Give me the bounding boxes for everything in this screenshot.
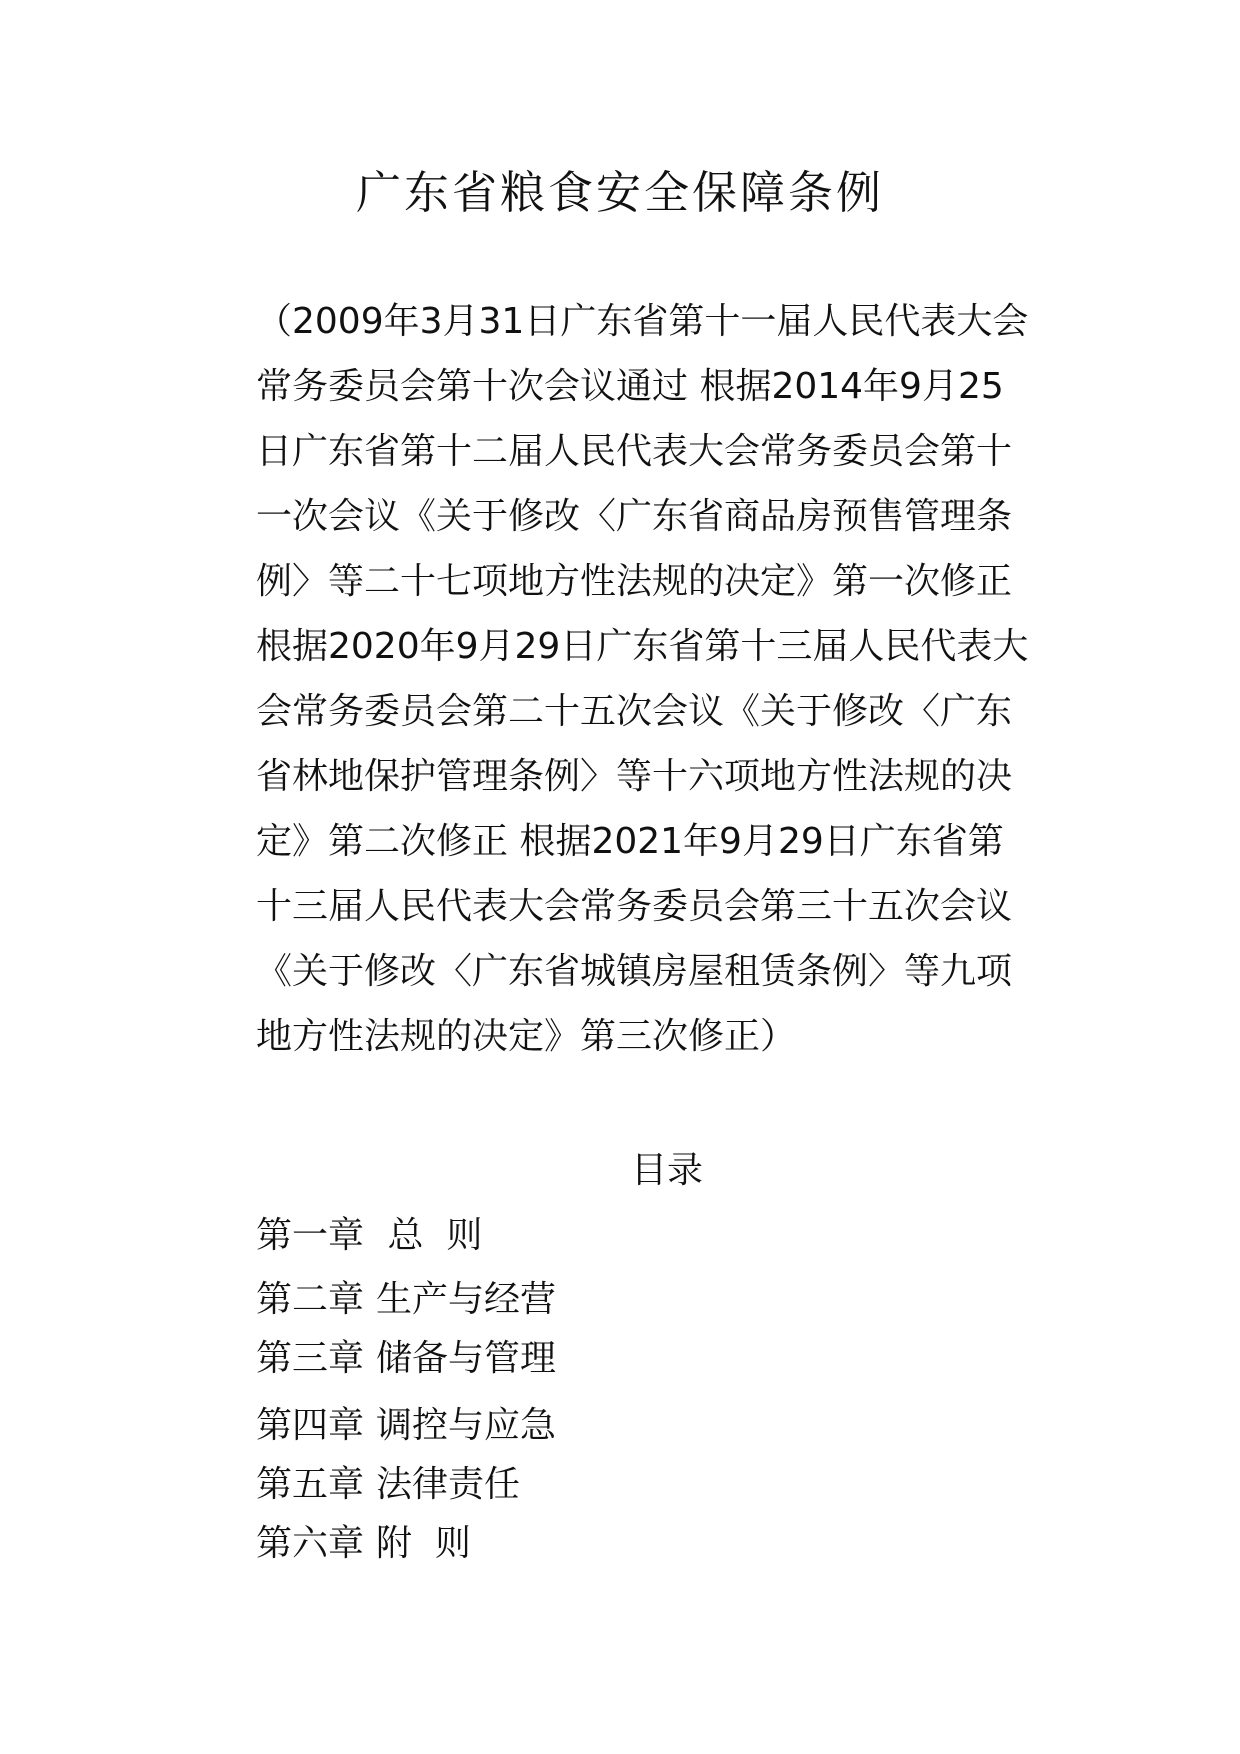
chapter-title: 生产与经营 (376, 1279, 557, 1320)
preamble-line: 日广东省第十二届人民代表大会常务委员会第十 (256, 431, 1013, 472)
chapter-number: 第五章 (256, 1464, 365, 1505)
chapter-title: 调控与应急 (376, 1405, 557, 1446)
chapter-title: 总 则 (376, 1215, 483, 1256)
chapter-number: 第四章 (256, 1405, 365, 1446)
toc-item-chapter-2 (256, 1272, 556, 1328)
preamble-line: 例〉等二十七项地方性法规的决定》第一次修正 (256, 561, 1013, 602)
toc-item-chapter-3 (256, 1331, 556, 1387)
chapter-title: 附 则 (376, 1523, 471, 1564)
toc-item-chapter-4 (256, 1398, 556, 1454)
preamble-line: 定》第二次修正 根据2021年9月29日广东省第 (256, 821, 1004, 862)
toc-item-chapter-6 (256, 1516, 471, 1572)
preamble-line: 十三届人民代表大会常务委员会第三十五次会议 (256, 886, 1013, 927)
chapter-number: 第三章 (256, 1338, 365, 1379)
preamble-line: 一次会议《关于修改〈广东省商品房预售管理条 (256, 496, 1013, 537)
document-title: 广东省粮食安全保障条例 (355, 166, 884, 219)
chapter-number: 第六章 (256, 1523, 365, 1564)
preamble-line: 根据2020年9月29日广东省第十三届人民代表大 (256, 626, 1029, 667)
preamble-paragraph (256, 294, 1029, 1074)
chapter-number: 第二章 (256, 1279, 365, 1320)
preamble-line: 会常务委员会第二十五次会议《关于修改〈广东 (256, 691, 1013, 732)
toc-heading: 目录 (630, 1150, 703, 1191)
preamble-line: 常务委员会第十次会议通过 根据2014年9月25 (256, 366, 1004, 407)
toc-item-chapter-1 (256, 1208, 482, 1264)
chapter-number: 第一章 (256, 1215, 365, 1256)
preamble-line: 《关于修改〈广东省城镇房屋租赁条例〉等九项 (256, 951, 1013, 992)
preamble-line: （2009年3月31日广东省第十一届人民代表大会 (256, 301, 1029, 342)
chapter-title: 法律责任 (376, 1464, 521, 1505)
preamble-line: 省林地保护管理条例〉等十六项地方性法规的决 (256, 756, 1013, 797)
toc-item-chapter-5 (256, 1457, 520, 1513)
preamble-line: 地方性法规的决定》第三次修正） (256, 1016, 797, 1057)
chapter-title: 储备与管理 (376, 1338, 557, 1379)
